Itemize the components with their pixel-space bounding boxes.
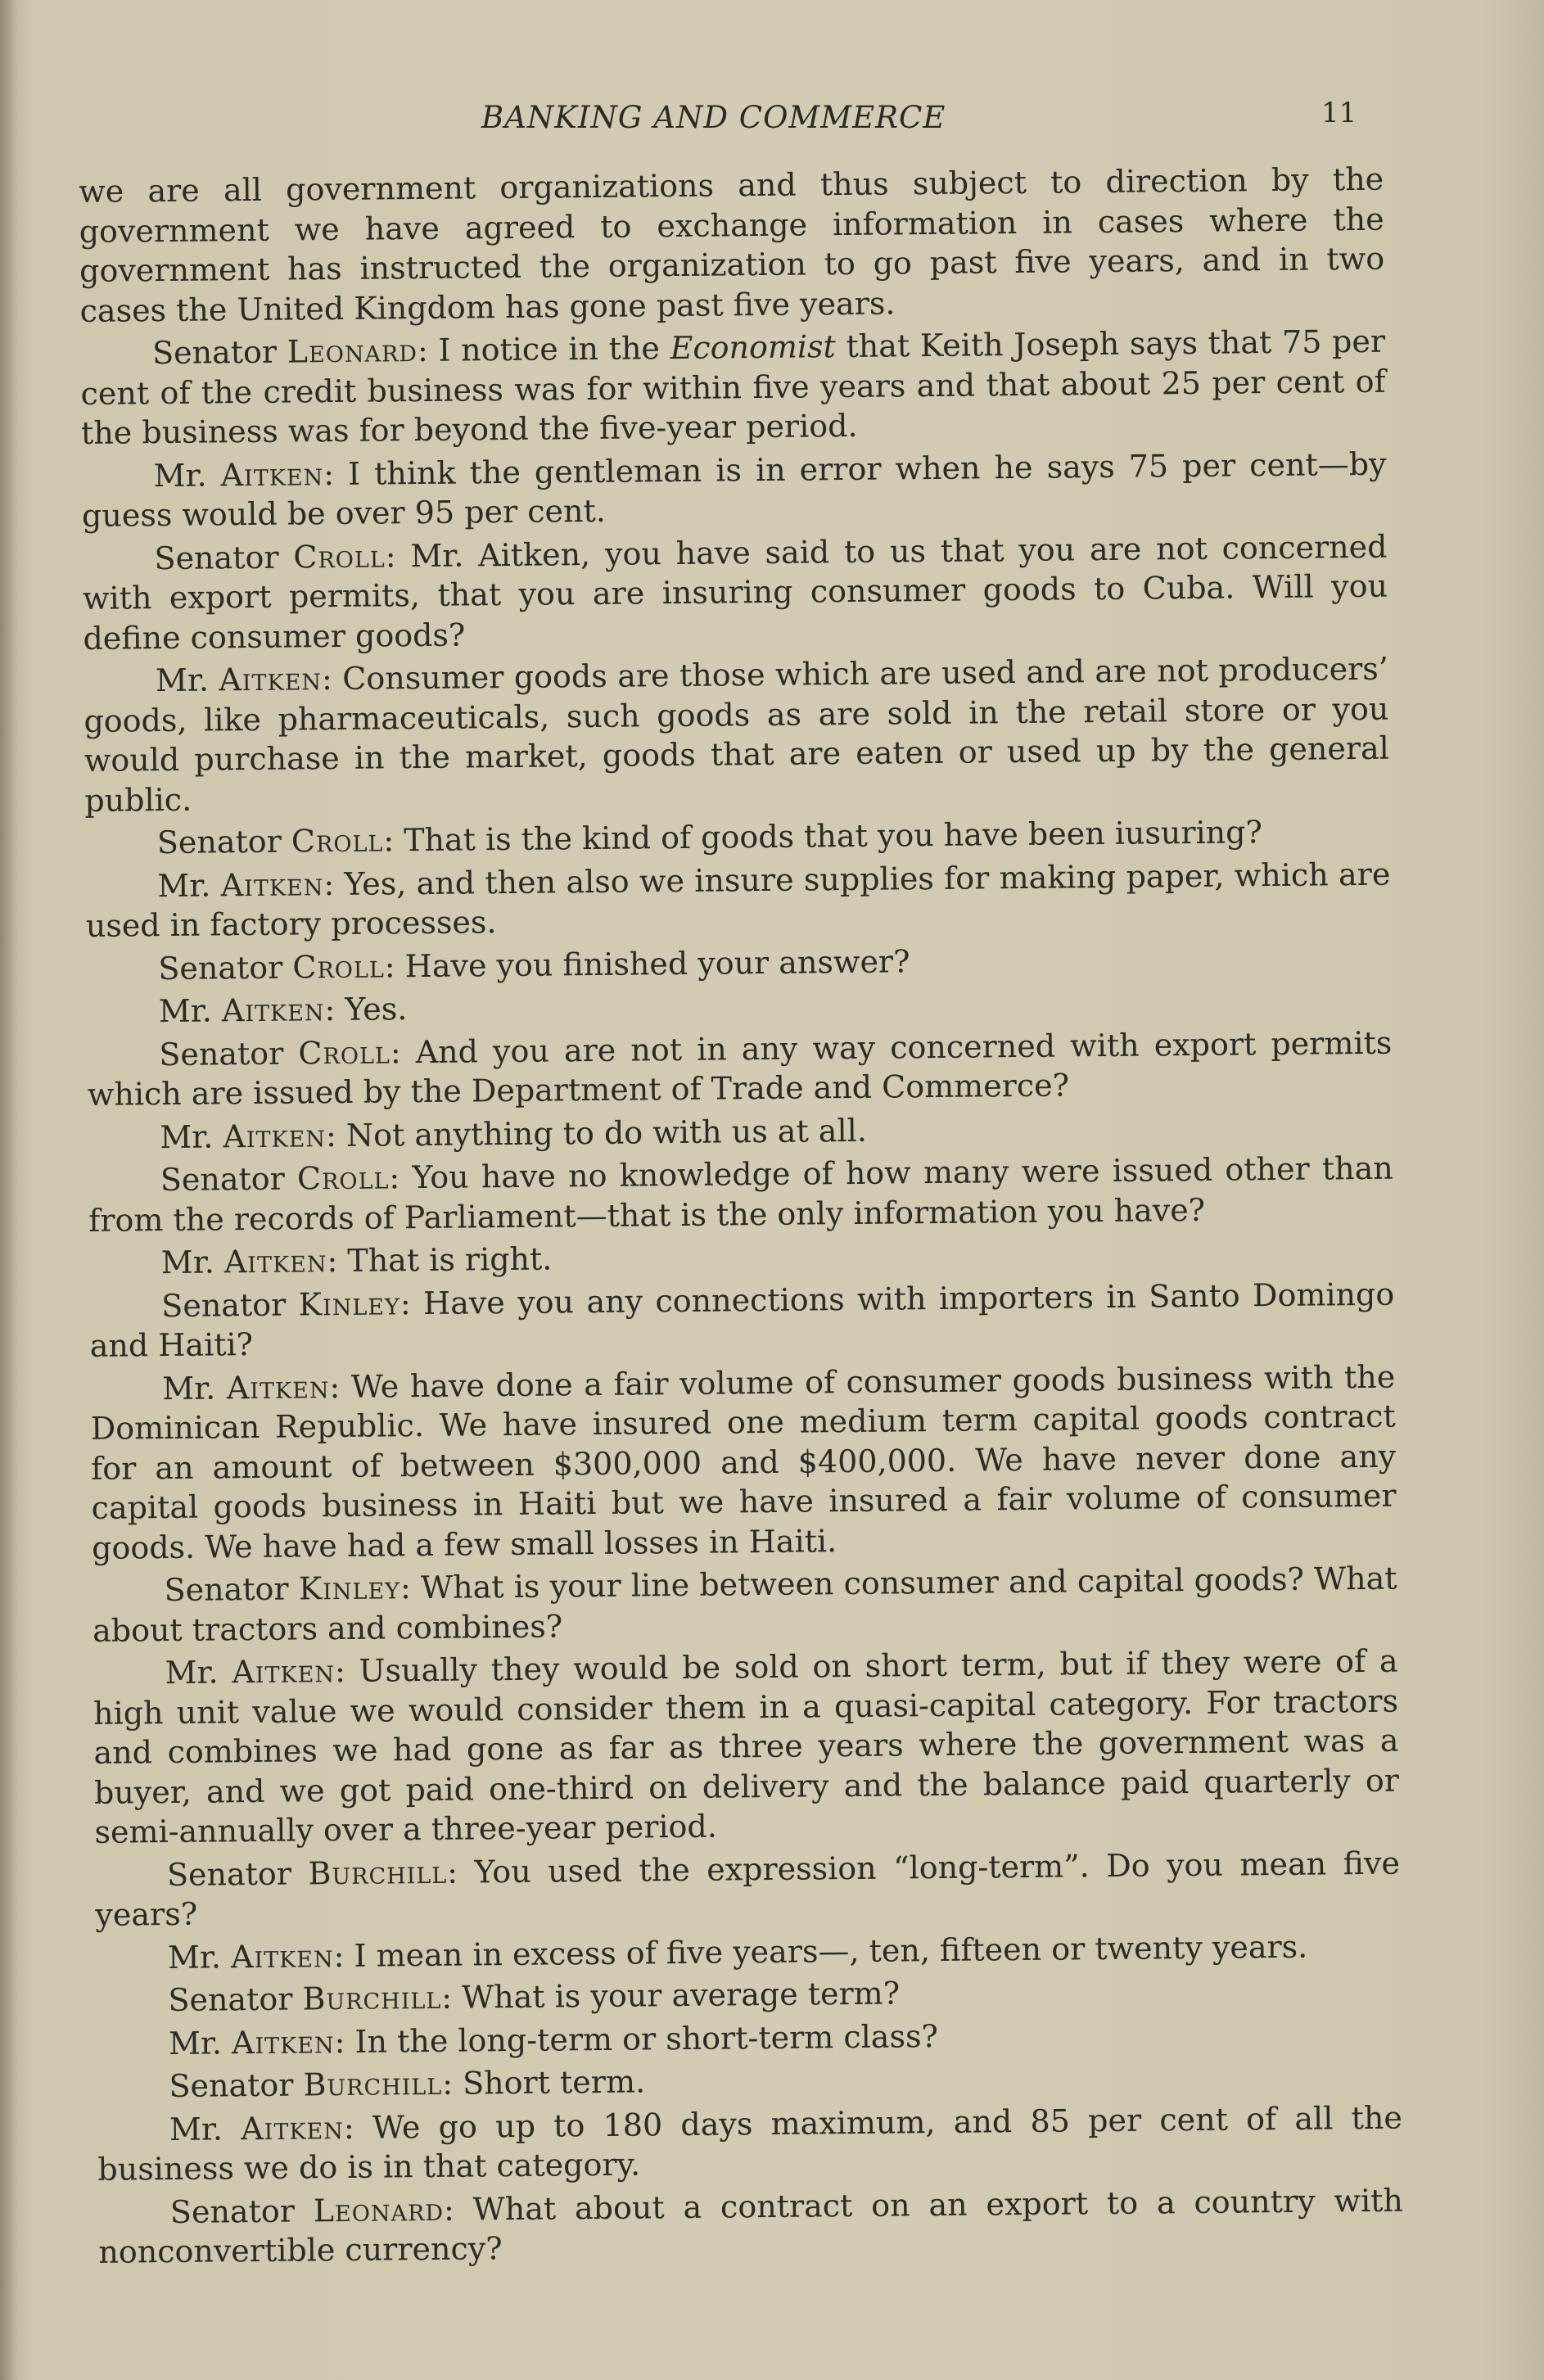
- speaker-title: Senator: [164, 1570, 289, 1609]
- speaker-title: Mr.: [157, 866, 211, 904]
- paragraph: [81, 444, 1387, 535]
- speaker-name: Croll: [293, 537, 386, 576]
- speaker-name: Aitken: [220, 865, 324, 903]
- paragraph-text: : We go up to 180 days maximum, and 85 per cent of all the business we do is in that category.: [97, 2099, 1403, 2188]
- speaker-name: Aitken: [226, 1368, 330, 1406]
- speaker-title: Mr.: [168, 2024, 223, 2062]
- speaker-title: Mr.: [160, 1244, 214, 1281]
- speaker-name: Leonard: [287, 332, 418, 370]
- paragraph-text: : Have you any connections with importers in Santo Domingo and Haiti?: [89, 1276, 1395, 1364]
- speaker-title: Senator: [156, 823, 282, 861]
- binding-shadow: [0, 0, 18, 2380]
- page-number: 11: [1321, 97, 1357, 129]
- paragraph: [93, 1642, 1399, 1853]
- speaker-title: Senator: [161, 1286, 287, 1324]
- speaker-name: Aitken: [219, 661, 323, 698]
- paragraph-text: : What is your average term?: [441, 1975, 901, 2016]
- paragraph-text: : I mean in excess of five years—, ten, fifteen or twenty years.: [333, 1928, 1308, 1974]
- speaker-title: Senator: [154, 539, 279, 576]
- paragraph: [97, 2098, 1403, 2189]
- paragraph-text: that Keith Joseph says that 75 per cent of the credit business was for within five years and that about 25 per cent of the business was for beyond the five-year period.: [80, 323, 1386, 451]
- speaker-name: Aitken: [223, 1117, 327, 1154]
- body-text: [79, 160, 1404, 2276]
- paragraph: [84, 649, 1390, 820]
- speaker-name: Croll: [291, 822, 384, 860]
- paragraph-text: : That is the kind of goods that you have been iusuring?: [383, 814, 1263, 859]
- speaker-name: Leonard: [313, 2191, 445, 2229]
- speaker-name: Kinley: [298, 1285, 401, 1322]
- speaker-title: Senator: [159, 1035, 284, 1073]
- paragraph: [95, 1843, 1401, 1935]
- speaker-name: Burchill: [308, 1854, 448, 1891]
- speaker-name: Burchill: [303, 2065, 443, 2103]
- paragraph-text: : You have no knowledge of how many were issued other than from the records of Parliament—that is the only information you have?: [88, 1149, 1393, 1239]
- speaker-name: Croll: [296, 1159, 390, 1197]
- paragraph-text: : Yes, and then also we insure supplies for making paper, which are used in factory processes.: [85, 856, 1391, 944]
- speaker-title: Senator: [166, 1855, 292, 1893]
- speaker-name: Aitken: [232, 1653, 336, 1691]
- speaker-name: Aitken: [231, 2023, 335, 2061]
- speaker-title: Mr.: [155, 662, 210, 699]
- paragraph-text: : We have done a fair volume of consumer goods business with the Dominican Republic. We have insured one medium term capital goods contract for an amount of between $300,000 and $400,000. We have never done any capital goods business in Haiti but we have insured a fair volume of consumer goods. We have had a few small losses in Haiti.: [90, 1358, 1397, 1566]
- paragraph: [89, 1274, 1395, 1366]
- paragraph-text: : Consumer goods are those which are used and are not producers’ goods, like pharmaceuticals, such goods as are sold in the retail store or you would purchase in the market, goods that are eaten or used up by the general public.: [84, 650, 1390, 819]
- running-header: BANKING AND COMMERCE: [481, 100, 946, 135]
- speaker-title: Senator: [169, 2193, 296, 2230]
- paragraph-text: : That is right.: [327, 1240, 553, 1280]
- paragraph-text: : Mr. Aitken, you have said to us that you are not concerned with export permits, that you are insuring consumer goods to Cuba. Will you define consumer goods?: [82, 528, 1388, 657]
- speaker-title: Mr.: [160, 1118, 214, 1155]
- paragraph: [80, 322, 1386, 454]
- paragraph-text: : Yes.: [324, 991, 408, 1028]
- paragraph-text: : Short term.: [442, 2063, 646, 2102]
- paragraph-text: : Usually they would be sold on short term, but if they were of a high unit value we would consider them in a quasi-capital category. For tractors and combines we had gone as far as three years where the government was a buyer, and we got paid one-third on delivery and the balance paid quarterly or semi-annually over a three-year period.: [93, 1642, 1400, 1850]
- speaker-title: Mr.: [158, 992, 213, 1030]
- speaker-name: Croll: [292, 947, 386, 986]
- speaker-name: Aitken: [241, 2109, 345, 2147]
- speaker-title: Senator: [158, 949, 283, 987]
- speaker-name: Aitken: [220, 455, 324, 493]
- speaker-title: Senator: [151, 333, 278, 372]
- speaker-name: Aitken: [230, 1937, 334, 1975]
- paragraph: [85, 854, 1391, 946]
- speaker-title: Mr.: [169, 2110, 223, 2147]
- paragraph: [92, 1559, 1397, 1651]
- paragraph-text: : And you are not in any way concerned with export permits which are issued by the Department of Trade and Commerce?: [87, 1024, 1393, 1113]
- paragraph-text: : You used the expression “long-term”. Do you mean five years?: [95, 1845, 1401, 1933]
- paragraph-text: : I think the gentleman is in error when he says 75 per cent—by guess would be over 95 per cent.: [81, 445, 1387, 534]
- speaker-title: Senator: [169, 2066, 294, 2105]
- paragraph: [79, 160, 1385, 331]
- speaker-name: Aitken: [221, 991, 325, 1029]
- publication-title: Economist: [670, 328, 837, 367]
- paragraph-text: : What is your line between consumer and capital goods? What about tractors and combines?: [92, 1560, 1397, 1649]
- speaker-title: Senator: [168, 1980, 293, 2019]
- paragraph-text: : Have you finished your answer?: [384, 942, 910, 984]
- paragraph: [90, 1357, 1397, 1568]
- paragraph-text: : Not anything to do with us at all.: [325, 1112, 868, 1154]
- speaker-name: Kinley: [298, 1569, 401, 1607]
- speaker-title: Mr.: [167, 1938, 222, 1976]
- paragraph: [82, 526, 1388, 658]
- speaker-name: Croll: [298, 1033, 391, 1071]
- speaker-title: Senator: [160, 1160, 285, 1199]
- speaker-name: Aitken: [223, 1243, 327, 1280]
- paragraph-text: : I notice in the: [417, 330, 670, 369]
- paragraph-text: : What about a contract on an export to a country with nonconvertible currency?: [98, 2182, 1404, 2270]
- speaker-name: Burchill: [302, 1979, 442, 2017]
- paragraph: [88, 1149, 1394, 1240]
- paragraph-text: we are all government organizations and thus subject to direction by the government we have agreed to exchange information in cases where the government has instructed the organization to go past five years, and in two cases the United Kingdom has gone past five years.: [79, 160, 1385, 329]
- paragraph: [87, 1023, 1393, 1114]
- speaker-title: Mr.: [162, 1369, 216, 1407]
- paragraph-text: : In the long-term or short-term class?: [334, 2017, 939, 2060]
- paragraph: [98, 2180, 1404, 2272]
- speaker-title: Mr.: [165, 1654, 219, 1691]
- speaker-title: Mr.: [153, 457, 207, 494]
